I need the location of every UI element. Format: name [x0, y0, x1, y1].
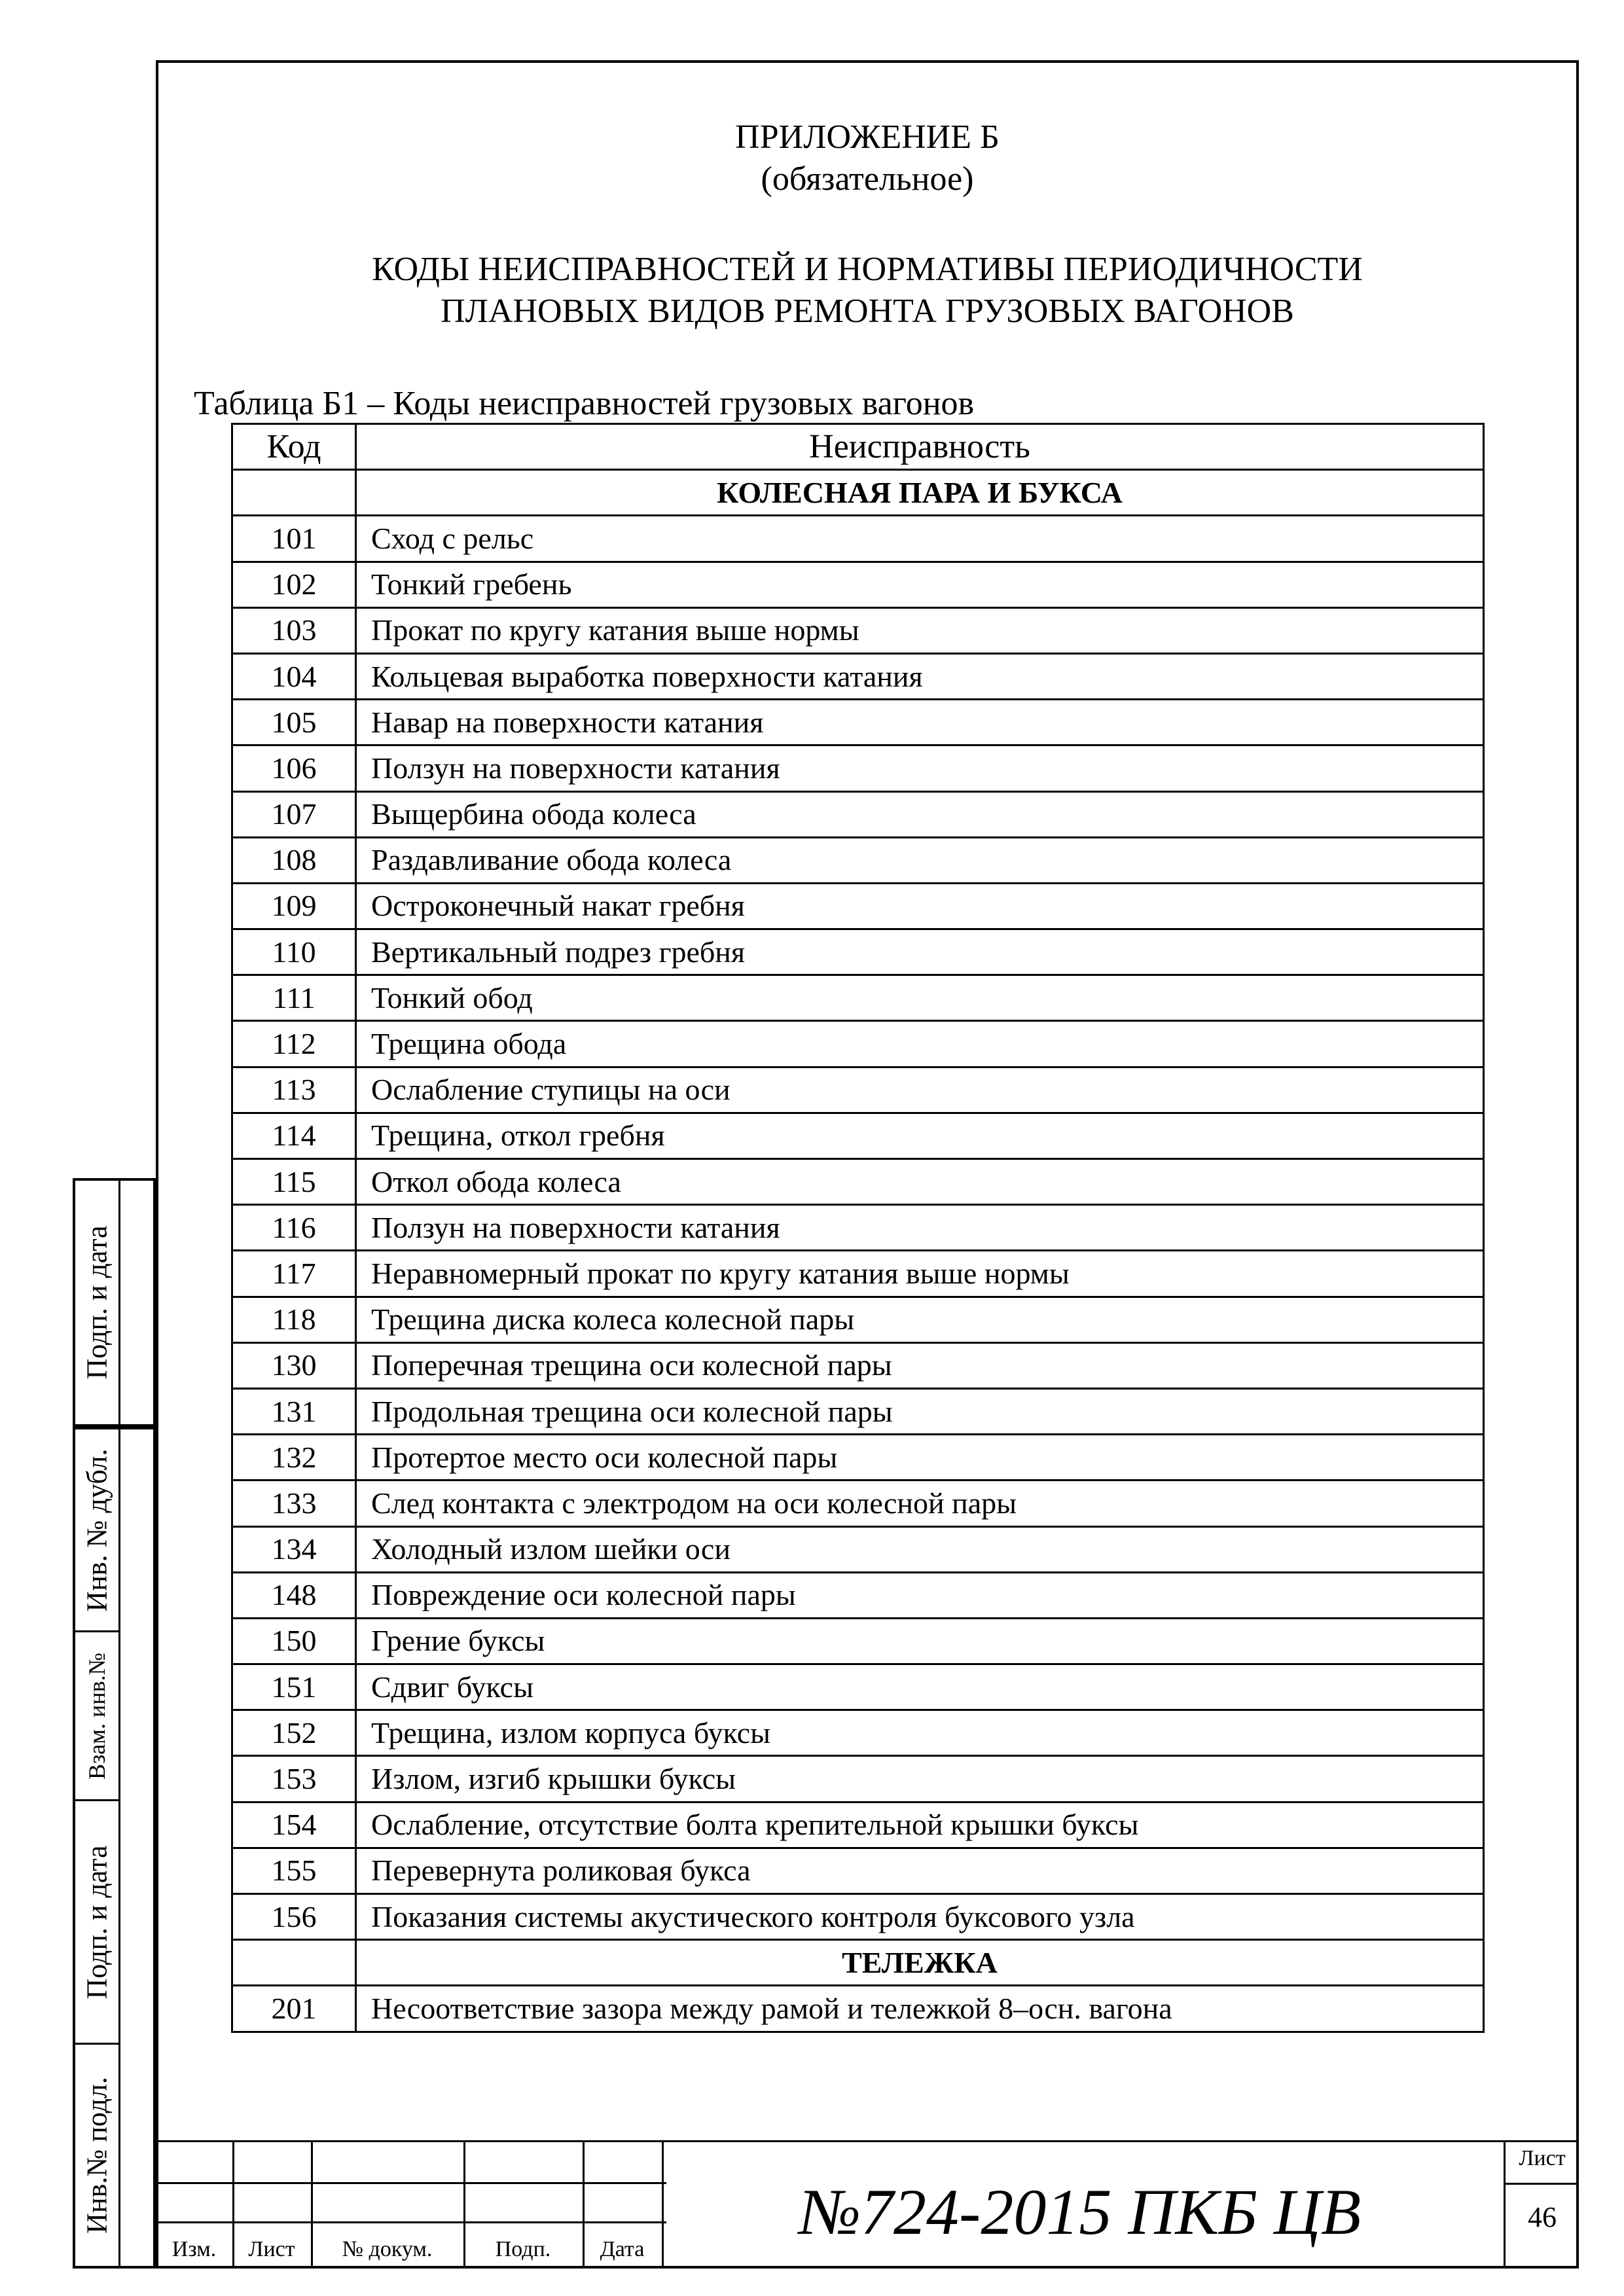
table-row: [232, 1986, 1484, 2032]
sidebar-lower-column: [75, 1429, 120, 2266]
fault-code: 105: [232, 700, 356, 745]
fault-description: Выщербина обода колеса: [356, 791, 1484, 837]
document-number: №724-2015 ПКБ ЦВ: [799, 2176, 1362, 2248]
sheet-label: Лист: [1519, 2146, 1566, 2170]
sidebar-label: Подп. и дата: [81, 1844, 113, 2000]
sidebar-upper-column: [75, 1181, 120, 1424]
section-row: [232, 1940, 1484, 1986]
fault-code: 104: [232, 653, 356, 699]
table-row: [232, 1021, 1484, 1067]
sidebar-cell: [75, 1632, 118, 1801]
stamp-izm: Изм.: [171, 2237, 217, 2261]
fault-description: Сход с рельс: [356, 516, 1484, 562]
table-row: [232, 1802, 1484, 1848]
fault-description: Несоответствие зазора между рамой и тележкой 8–осн. вагона: [356, 1986, 1484, 2032]
fault-code: 110: [232, 929, 356, 975]
table-row: [232, 1618, 1484, 1664]
fault-description: Поперечная трещина оси колесной пары: [356, 1342, 1484, 1388]
fault-code: 130: [232, 1342, 356, 1388]
sidebar-cell: [75, 2045, 118, 2266]
fault-description: Грение буксы: [356, 1618, 1484, 1664]
fault-code: 108: [232, 837, 356, 883]
stamp-list: Лист: [248, 2237, 295, 2261]
table-row: [232, 1572, 1484, 1618]
sidebar-upper: [73, 1178, 156, 1427]
fault-description: Трещина, откол гребня: [356, 1113, 1484, 1158]
table-row: [232, 1848, 1484, 1893]
table-row: [232, 1251, 1484, 1297]
section-code-cell: [232, 1940, 356, 1986]
fault-code: 132: [232, 1435, 356, 1480]
table-caption: Таблица Б1 – Коды неисправностей грузовых вагонов: [194, 385, 975, 422]
table-row: [232, 516, 1484, 562]
fault-code: 154: [232, 1802, 356, 1848]
table-row: [232, 1756, 1484, 1802]
table-row: [232, 791, 1484, 837]
section-title: КОЛЕСНАЯ ПАРА И БУКСА: [356, 470, 1484, 516]
fault-description: Прокат по кругу катания выше нормы: [356, 607, 1484, 653]
table-row: [232, 562, 1484, 607]
sidebar-cell: [75, 1429, 118, 1632]
fault-description: Кольцевая выработка поверхности катания: [356, 653, 1484, 699]
stamp-podp: Подп.: [495, 2237, 551, 2261]
fault-code: 151: [232, 1664, 356, 1710]
appendix-title: ПРИЛОЖЕНИЕ Б: [735, 118, 1000, 156]
table-row: [232, 1664, 1484, 1710]
fault-code: 134: [232, 1526, 356, 1572]
table-row: [232, 745, 1484, 791]
fault-code: 116: [232, 1205, 356, 1251]
fault-description: Перевернута роликовая букса: [356, 1848, 1484, 1893]
fault-code: 156: [232, 1894, 356, 1940]
fault-code: 153: [232, 1756, 356, 1802]
fault-code: 107: [232, 791, 356, 837]
fault-code: 109: [232, 883, 356, 929]
sidebar-label: Подп. и дата: [81, 1225, 113, 1380]
table-row: [232, 1388, 1484, 1434]
fault-code: 131: [232, 1388, 356, 1434]
fault-description: Откол обода колеса: [356, 1159, 1484, 1205]
table-row: [232, 700, 1484, 745]
table-row: [232, 1297, 1484, 1342]
table-row: [232, 1113, 1484, 1158]
fault-description: Раздавливание обода колеса: [356, 837, 1484, 883]
table-row: [232, 883, 1484, 929]
fault-code: 101: [232, 516, 356, 562]
fault-description: Навар на поверхности катания: [356, 700, 1484, 745]
fault-code: 152: [232, 1710, 356, 1756]
fault-code: 106: [232, 745, 356, 791]
stamp-ndokum: № докум.: [342, 2237, 433, 2261]
fault-code: 113: [232, 1067, 356, 1113]
fault-description: Тонкий гребень: [356, 562, 1484, 607]
sidebar-label: Взам. инв.№: [84, 1652, 110, 1780]
fault-description: Трещина, излом корпуса буксы: [356, 1710, 1484, 1756]
table-row: [232, 1159, 1484, 1205]
fault-description: Остроконечный накат гребня: [356, 883, 1484, 929]
sidebar-label: Инв.№ подл.: [81, 2077, 113, 2234]
table-row: [232, 1526, 1484, 1572]
fault-description: Вертикальный подрез гребня: [356, 929, 1484, 975]
fault-description: Трещина обода: [356, 1021, 1484, 1067]
stamp-data: Дата: [600, 2237, 645, 2261]
table-row: [232, 975, 1484, 1021]
fault-code: 112: [232, 1021, 356, 1067]
fault-description: Продольная трещина оси колесной пары: [356, 1388, 1484, 1434]
faults-table: [231, 423, 1485, 2033]
sidebar-lower: [73, 1427, 156, 2269]
fault-description: Тонкий обод: [356, 975, 1484, 1021]
fault-description: Повреждение оси колесной пары: [356, 1572, 1484, 1618]
fault-code: 115: [232, 1159, 356, 1205]
fault-description: Показания системы акустического контроля буксового узла: [356, 1894, 1484, 1940]
appendix-subtitle: (обязательное): [761, 160, 974, 198]
table-row: [232, 607, 1484, 653]
section-title: ТЕЛЕЖКА: [356, 1940, 1484, 1986]
sidebar-label: Инв. № дубл.: [81, 1448, 113, 1612]
fault-description: Ослабление ступицы на оси: [356, 1067, 1484, 1113]
fault-code: 155: [232, 1848, 356, 1893]
table-row: [232, 653, 1484, 699]
table-row: [232, 1710, 1484, 1756]
fault-code: 118: [232, 1297, 356, 1342]
table-header-row: [232, 424, 1484, 470]
table-row: [232, 1435, 1484, 1480]
table-row: [232, 1894, 1484, 1940]
fault-description: Ослабление, отсутствие болта крепительной крышки буксы: [356, 1802, 1484, 1848]
fault-code: 114: [232, 1113, 356, 1158]
fault-description: Трещина диска колеса колесной пары: [356, 1297, 1484, 1342]
fault-code: 103: [232, 607, 356, 653]
sheet-number: 46: [1528, 2201, 1557, 2233]
fault-description: Протертое место оси колесной пары: [356, 1435, 1484, 1480]
fault-code: 102: [232, 562, 356, 607]
fault-code: 201: [232, 1986, 356, 2032]
fault-code: 133: [232, 1480, 356, 1526]
fault-code: 150: [232, 1618, 356, 1664]
fault-description: Неравномерный прокат по кругу катания выше нормы: [356, 1251, 1484, 1297]
fault-description: Сдвиг буксы: [356, 1664, 1484, 1710]
fault-description: Излом, изгиб крышки буксы: [356, 1756, 1484, 1802]
fault-description: Холодный излом шейки оси: [356, 1526, 1484, 1572]
fault-code: 148: [232, 1572, 356, 1618]
fault-description: След контакта с электродом на оси колесной пары: [356, 1480, 1484, 1526]
fault-description: Ползун на поверхности катания: [356, 1205, 1484, 1251]
table-row: [232, 929, 1484, 975]
table-row: [232, 1205, 1484, 1251]
table-row: [232, 837, 1484, 883]
table-row: [232, 1480, 1484, 1526]
appendix-heading-line1: КОДЫ НЕИСПРАВНОСТЕЙ И НОРМАТИВЫ ПЕРИОДИЧНОСТИ: [372, 251, 1363, 288]
header-fault: Неисправность: [356, 424, 1484, 470]
appendix-heading-line2: ПЛАНОВЫХ ВИДОВ РЕМОНТА ГРУЗОВЫХ ВАГОНОВ: [441, 293, 1294, 330]
header-code: Код: [232, 424, 356, 470]
section-code-cell: [232, 470, 356, 516]
sidebar-cell: [75, 1801, 118, 2045]
table-row: [232, 1342, 1484, 1388]
fault-code: 111: [232, 975, 356, 1021]
section-row: [232, 470, 1484, 516]
fault-code: 117: [232, 1251, 356, 1297]
fault-description: Ползун на поверхности катания: [356, 745, 1484, 791]
sidebar-cell: [75, 1181, 118, 1424]
table-row: [232, 1067, 1484, 1113]
